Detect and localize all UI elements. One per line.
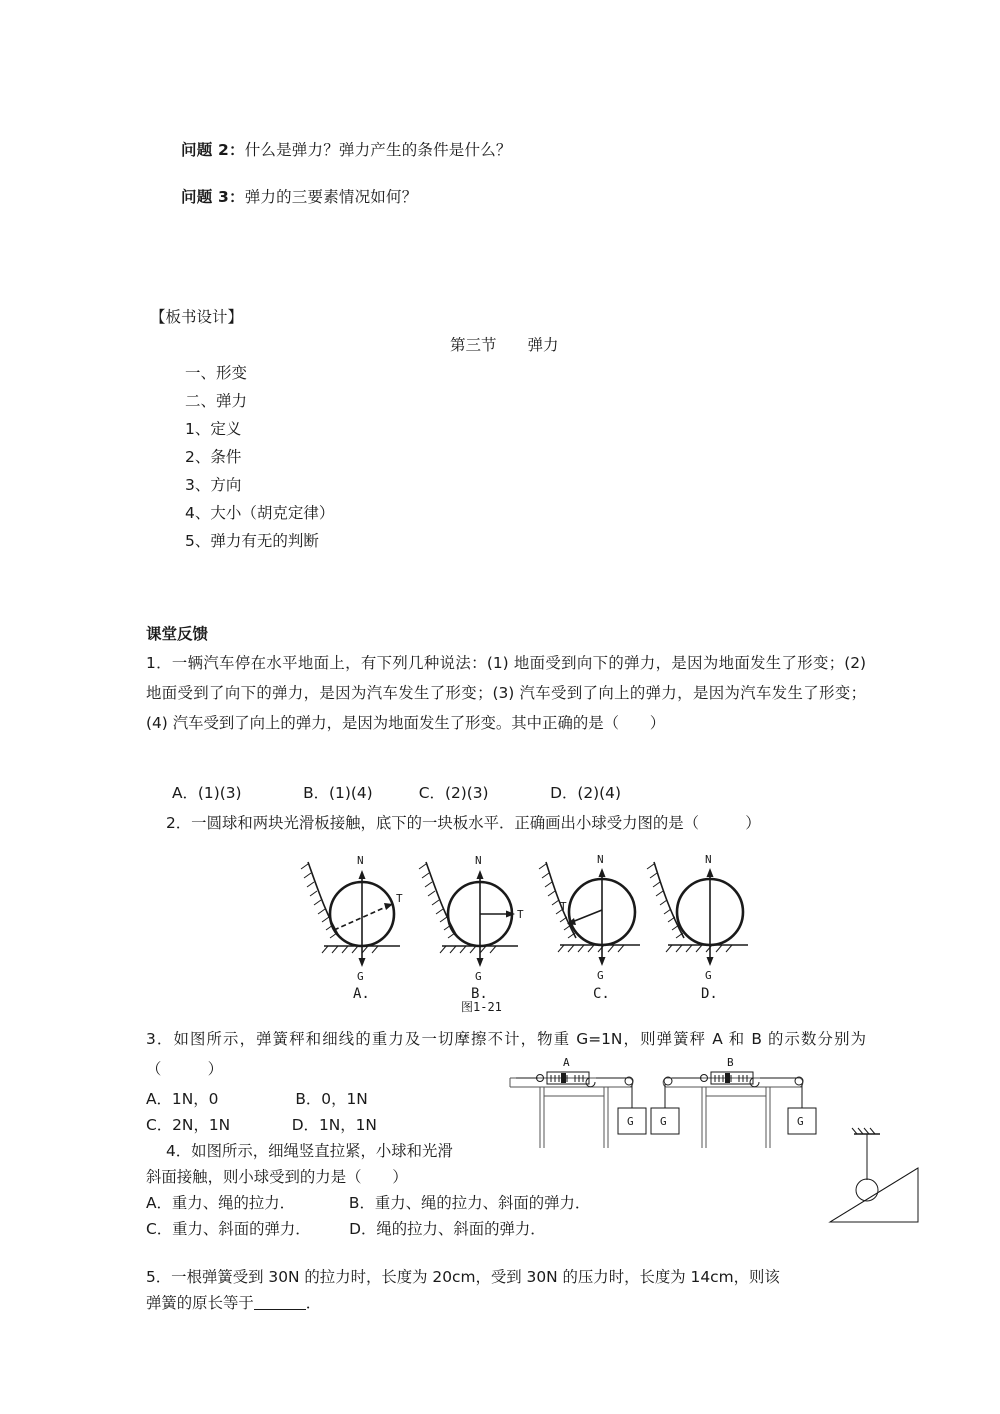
question-3-line (181, 186, 417, 209)
scale-label-a: A (563, 1056, 570, 1069)
question-3-text: 弹力的三要素情况如何？ (244, 188, 418, 206)
scale-label-b: B (727, 1056, 734, 1069)
apparatus-setup-b (651, 1056, 816, 1148)
force-label-g-a: G (357, 970, 364, 983)
question-2-stem: 2．一圆球和两块光滑板接触，底下的一块板水平．正确画出小球受力图的是（ ） (166, 814, 761, 832)
board-design-title: 第三节 弹力 (450, 336, 559, 354)
question-3-label: 问题 3： (181, 188, 245, 206)
force-label-n-b: N (475, 854, 482, 867)
force-label-g-c: G (597, 969, 604, 982)
force-label-n-d: N (705, 853, 712, 866)
board-item-6: 5、弹力有无的判断 (185, 532, 319, 550)
board-item-1: 二、弹力 (185, 392, 248, 410)
force-label-t-b: T (517, 908, 524, 921)
weight-label-a1: G (627, 1115, 634, 1128)
question-4-options-line1: A．重力、绳的拉力． B．重力、绳的拉力、斜面的弹力． (146, 1194, 591, 1212)
question-2-label: 问题 2： (181, 141, 245, 159)
weight-label-b2: G (797, 1115, 804, 1128)
apparatus-setup-a (510, 1056, 646, 1148)
question-3-stem: 3．如图所示，弹簧秤和细线的重力及一切摩擦不计，物重 G=1N，则弹簧秤 A 和 B 的示数分别为（ ） (146, 1030, 866, 1078)
fbd-label-d: D. (701, 986, 718, 1002)
question-5-line2 (146, 1288, 321, 1318)
question-4-stem-line1: 4．如图所示，细绳竖直拉紧，小球和光滑 (166, 1142, 453, 1160)
board-item-2: 1、定义 (185, 420, 242, 438)
board-item-0: 一、形变 (185, 364, 248, 382)
fbd-label-c: C. (593, 986, 610, 1002)
board-item-3: 2、条件 (185, 448, 242, 466)
answer-blank[interactable] (254, 1294, 306, 1310)
figure-inclined-plane (822, 1124, 942, 1234)
question-5-line1: 5．一根弹簧受到 30N 的拉力时，长度为 20cm，受到 30N 的压力时，长度为 14cm，则该 (146, 1268, 780, 1286)
question-2-line (181, 139, 512, 162)
fbd-diagram-c (539, 853, 640, 1002)
question-1-text: 1．一辆汽车停在水平地面上，有下列几种说法：(1) 地面受到向下的弹力，是因为地面发生了形变；(2) 地面受到了向下的弹力，是因为汽车发生了形变；(3) 汽车受到了向上的弹力，是因为汽车发生了形变；(4) 汽车受到了向上的弹力，是因为地面发生了形变。其中正确的是（ ） (146, 654, 866, 732)
board-item-4: 3、方向 (185, 476, 242, 494)
question-1-options: A．(1)(3) B．(1)(4) C．(2)(3) D．(2)(4) (172, 784, 621, 802)
question-2-text: 什么是弹力？弹力产生的条件是什么？ (244, 141, 512, 159)
fbd-diagram-d (647, 853, 748, 1002)
force-label-n-c: N (597, 853, 604, 866)
figure-caption-1-21: 图1-21 (461, 1000, 502, 1014)
fbd-label-a: A. (353, 986, 370, 1002)
question-5-text-after: ． (305, 1294, 322, 1312)
fbd-diagram-b (419, 854, 524, 1002)
question-5-text-before: 弹簧的原长等于 (146, 1294, 254, 1312)
weight-label-b1: G (660, 1115, 667, 1128)
force-label-g-b: G (475, 970, 482, 983)
figure-spring-scale-apparatus (508, 1056, 848, 1148)
figure-1-21 (300, 852, 750, 1002)
question-3-options-line1: A．1N，0 B．0，1N (146, 1090, 368, 1108)
fbd-diagram-a (301, 854, 403, 1002)
fbd-label-b: B. (471, 986, 488, 1002)
force-label-n-a: N (357, 854, 364, 867)
feedback-heading: 课堂反馈 (146, 625, 209, 643)
force-label-g-d: G (705, 969, 712, 982)
board-item-5: 4、大小（胡克定律） (185, 504, 335, 522)
question-4-stem-line2: 斜面接触，则小球受到的力是（ ） (146, 1168, 408, 1186)
question-3-options-line2: C．2N，1N D．1N，1N (146, 1116, 377, 1134)
force-label-t-a: T (396, 892, 403, 905)
question-4-options-line2: C．重力、斜面的弹力． D．绳的拉力、斜面的弹力． (146, 1220, 546, 1238)
force-label-t-c: T (560, 900, 567, 913)
board-design-heading: 【板书设计】 (150, 308, 244, 326)
